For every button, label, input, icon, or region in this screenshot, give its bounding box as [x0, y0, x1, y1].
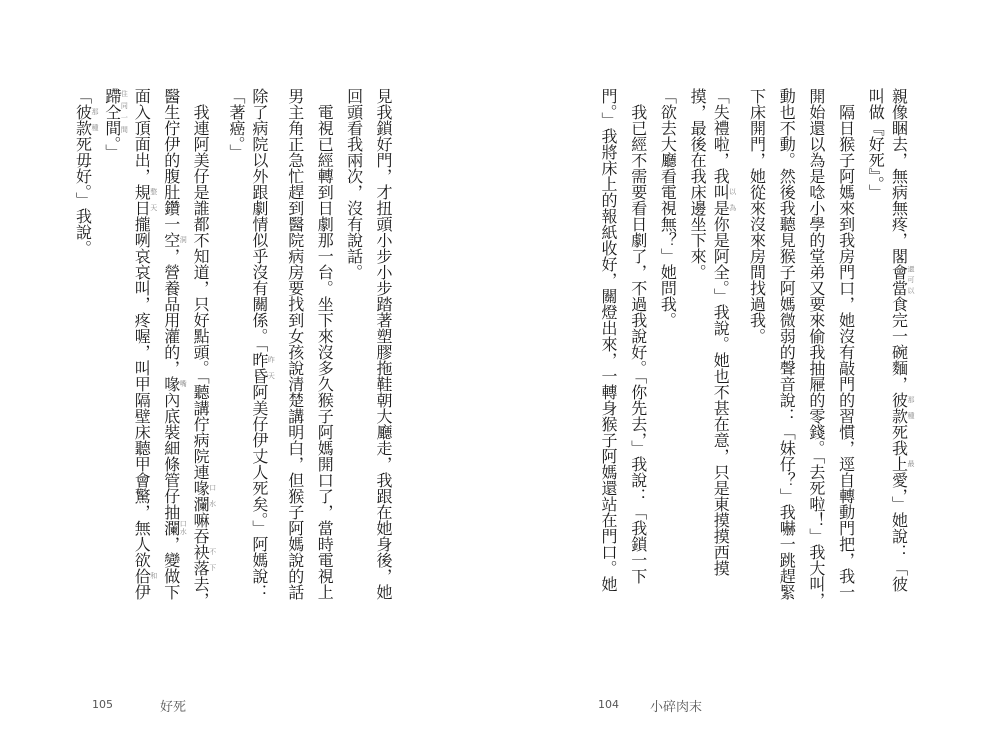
text-run: 「失禮啦，我 [711, 88, 731, 184]
text-run: 見我鎖好門，才扭頭小步小步踏著塑膠拖鞋朝大廳走，我跟在她身後，她 [374, 88, 393, 600]
page-number: 105 [92, 698, 113, 711]
ruby-base: 喙 [161, 376, 181, 392]
ruby-gloss: 洞 [179, 232, 188, 248]
text-run: 「欲去大廳看電視無？」她問我。 [658, 88, 678, 328]
text-run: 親像睏去，無病無疼，閣 [889, 88, 909, 264]
text-run: 內底裝細條管仔抽 [161, 392, 181, 520]
ruby-annotated-text [73, 104, 99, 136]
ruby-annotated-text [161, 232, 188, 248]
text-column [806, 88, 826, 608]
text-run: 阿美仔伊丈人死矣。」阿媽說： [249, 384, 269, 600]
ruby-annotated-text [191, 480, 217, 512]
text-run: 電視已經轉到日劇那一台。坐下來沒多久猴子阿媽開口了，當時電視上 [315, 88, 335, 600]
ruby-base: 喙瀾 [191, 480, 211, 512]
text-column [132, 88, 158, 608]
ruby-base: 上 [889, 456, 909, 472]
text-run: 死我 [889, 424, 909, 456]
text-run: 死毋好。」我說。 [73, 136, 93, 256]
ruby-gloss: 整天 [149, 184, 158, 216]
text-run: 面入頂面出， [132, 88, 152, 184]
ruby-annotated-text [102, 88, 129, 136]
text-run: 「 [73, 88, 93, 104]
text-column [191, 88, 217, 608]
text-column [226, 88, 246, 608]
ruby-base: 彼款 [73, 104, 93, 136]
running-title: 小碎肉末 [650, 700, 703, 715]
ruby-annotated-text [249, 352, 276, 384]
ruby-base: 彼款 [889, 392, 909, 424]
ruby-annotated-text [161, 376, 188, 392]
ruby-base: 叫是 [711, 184, 731, 216]
text-run: 摸，最後在我床邊坐下來。 [688, 88, 708, 280]
ruby-annotated-text [889, 392, 915, 424]
text-run: 「著癌。」 [227, 88, 246, 160]
ruby-gloss: 那種 [91, 104, 99, 136]
text-column [889, 88, 915, 608]
text-run: 食完一碗麵， [889, 296, 909, 392]
ruby-gloss: 那種 [907, 392, 915, 424]
page-number: 104 [598, 698, 619, 711]
ruby-annotated-text [191, 544, 217, 576]
ruby-gloss: 不下 [208, 544, 217, 576]
ruby-gloss: 住同一間 [120, 88, 129, 136]
text-run: 回頭看我兩次，沒有說話。 [344, 88, 364, 280]
ruby-gloss: 昨天 [267, 352, 276, 384]
ruby-gloss: 嘴 [179, 376, 188, 392]
text-column [344, 88, 364, 608]
text-run: 嘛吞 [191, 512, 211, 544]
text-run: 去， [191, 576, 211, 608]
ruby-base: 昨昏 [249, 352, 269, 384]
ruby-base: 規日 [132, 184, 152, 216]
text-column [598, 88, 618, 608]
text-run: 。」 [102, 136, 122, 160]
ruby-annotated-text [889, 264, 915, 296]
text-run: 我已經不需要看日劇了，不過我說好。「你先去，」我說：「我鎖一下 [628, 88, 648, 584]
text-run: 動也不動。然後我聽見猴子阿媽微弱的聲音說：「妹仔？」我嚇一跳趕緊 [777, 88, 797, 600]
ruby-annotated-text [161, 520, 188, 536]
ruby-gloss: 以為 [728, 184, 737, 216]
text-run: ，變做下 [161, 536, 181, 600]
text-run: 開始還以為是唸小學的堂弟又要來偷我抽屜的零錢。「去死啦！」我大叫， [806, 88, 826, 608]
text-run: 愛，」她說：「彼 [889, 472, 909, 592]
text-column [102, 88, 129, 608]
text-run: 伊 [132, 584, 152, 600]
ruby-gloss: 最 [907, 456, 915, 472]
text-column [285, 88, 305, 608]
ruby-annotated-text [889, 456, 915, 472]
ruby-base: 會當 [889, 264, 909, 296]
text-run: 除了病院以外跟劇情似乎沒有關係。「 [249, 88, 269, 352]
text-column [687, 88, 707, 608]
text-column [776, 88, 796, 608]
ruby-annotated-text [711, 184, 737, 216]
ruby-base: 蹛仝間 [102, 88, 122, 136]
text-column [657, 88, 677, 608]
text-run: 醫生佇伊的腹肚鑽一 [161, 88, 181, 232]
ruby-base: 袂落 [191, 544, 211, 576]
text-run: 我連阿美仔是誰都不知道，只好點頭。「聽講佇病院連 [191, 88, 211, 480]
ruby-gloss: 還可以 [907, 264, 915, 296]
ruby-base: 佮 [132, 568, 152, 584]
text-column [161, 88, 188, 608]
ruby-gloss: 口水 [179, 520, 188, 536]
right-page [500, 0, 1000, 742]
ruby-annotated-text [132, 184, 158, 216]
text-run: 你是阿全。」我說。她也不甚在意，只是東摸摸西摸 [711, 216, 731, 576]
text-column [628, 88, 648, 608]
ruby-gloss: 和 [149, 568, 158, 584]
ruby-annotated-text [132, 568, 158, 584]
text-column [73, 88, 99, 608]
text-run: 叫做『好死』。」 [866, 88, 886, 200]
ruby-base: 空 [161, 232, 181, 248]
ruby-base: 瀾 [161, 520, 181, 536]
text-run: ，營養品用灌的， [161, 248, 181, 376]
text-run: 隔日猴子阿媽來到我房門口，她沒有敲門的習慣，逕自轉動門把，我一 [836, 88, 856, 600]
text-run: 攏咧哀哀叫，疼喔，叫甲隔壁床聽甲會驚，無人欲 [132, 216, 152, 568]
text-run: 男主角正急忙趕到醫院病房要找到女孩說清楚講明白，但猴子阿媽說的話 [285, 88, 305, 600]
text-column [747, 88, 767, 608]
text-column [836, 88, 856, 608]
text-run: 門。」我將床上的報紙收好，關燈出來，一轉身猴子阿媽還站在門口。她 [599, 88, 618, 592]
text-column [373, 88, 393, 608]
text-column [249, 88, 276, 608]
text-column [711, 88, 737, 608]
ruby-gloss: 口水 [208, 480, 217, 512]
text-column [865, 88, 885, 608]
text-run: 下床開門，她從來沒來房間找過我。 [747, 88, 767, 344]
running-title: 好死 [160, 700, 187, 715]
text-column [314, 88, 334, 608]
